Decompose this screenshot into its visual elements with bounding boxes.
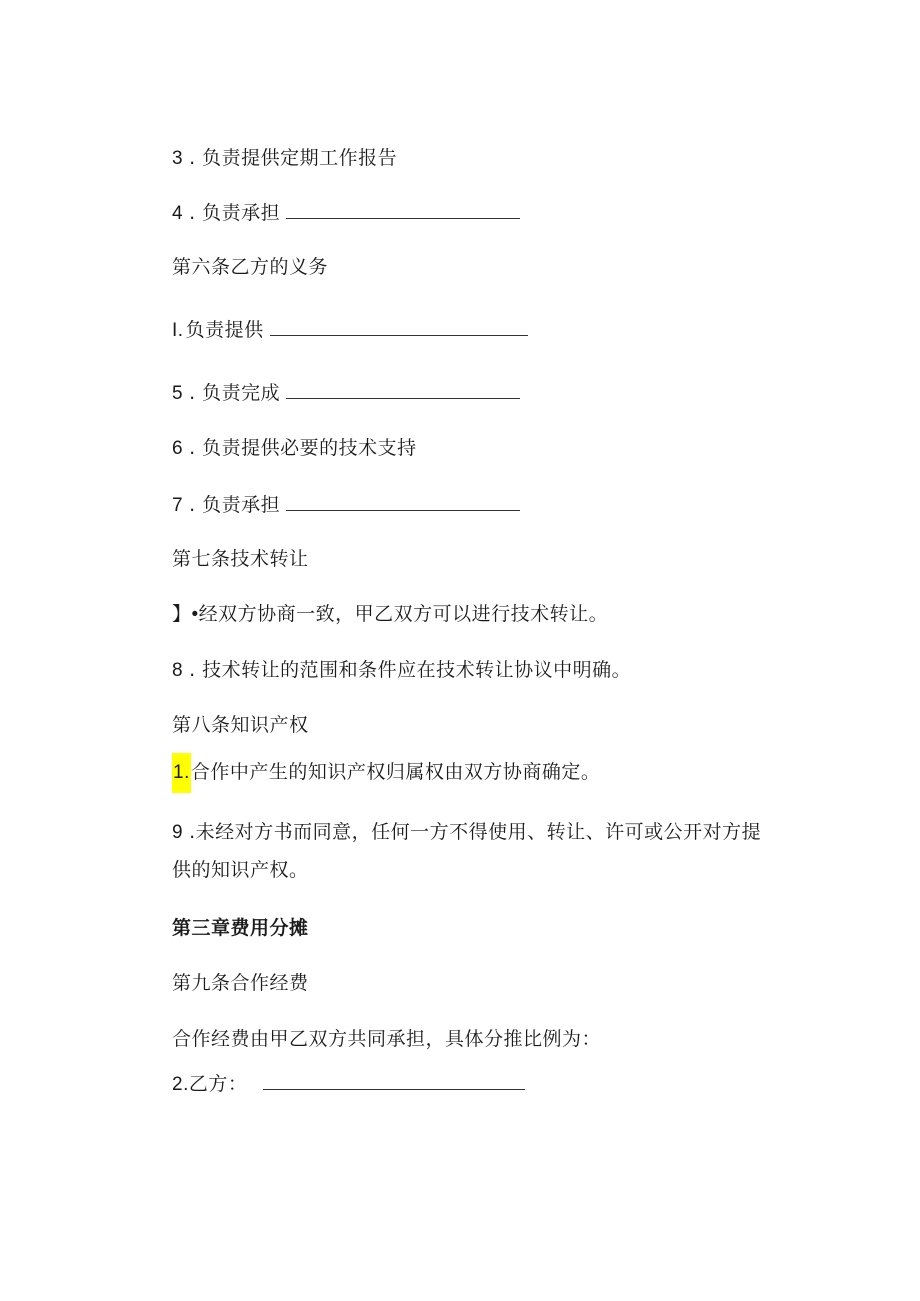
- item-text: 供的知识产权。: [172, 859, 309, 881]
- item-text: . 负责提供必要的技术支持: [189, 437, 417, 459]
- obligation-item-7: [172, 492, 520, 518]
- item-number: 】•: [172, 604, 199, 625]
- obligation-item-4: [172, 200, 520, 226]
- article-title: 第七条技术转让: [172, 548, 309, 570]
- obligation-item-6: [172, 436, 417, 461]
- obligation-item-3: [172, 146, 397, 171]
- ip-item-9: [172, 820, 761, 845]
- item-text: 合作中产生的知识产权归属权由双方协商确定。: [190, 761, 601, 783]
- item-number: 9: [172, 822, 184, 843]
- chapter-3-heading: [172, 916, 309, 940]
- transfer-item-1: [172, 602, 608, 627]
- obligation-item-I: [172, 317, 528, 343]
- item-number: I.: [172, 320, 184, 341]
- item-text: . 负责承担: [189, 202, 281, 224]
- item-number: 2.: [172, 1074, 189, 1095]
- item-number: 5: [172, 383, 184, 404]
- paragraph-text: 合作经费由甲乙双方共同承担，具体分推比例为：: [172, 1028, 602, 1050]
- cost-item-2: [172, 1071, 525, 1097]
- highlighted-item-number: 1.: [172, 753, 191, 793]
- item-text: . 技术转让的范围和条件应在技术转让协议中明确。: [189, 659, 632, 681]
- article-9-heading: [172, 971, 309, 995]
- fill-in-blank: [263, 1071, 525, 1090]
- item-text: 乙方：: [188, 1073, 248, 1095]
- item-text: . 负责完成: [189, 382, 281, 404]
- item-text: . 负责承担: [189, 494, 281, 516]
- chapter-title: 第三章费用分摊: [172, 917, 309, 939]
- article-title: 第八条知识产权: [172, 714, 309, 736]
- ip-item-1: [172, 752, 600, 793]
- item-number: 3: [172, 148, 184, 169]
- item-number: 7: [172, 495, 184, 516]
- fill-in-blank: [286, 380, 520, 399]
- obligation-item-5: [172, 380, 520, 406]
- item-number: 6: [172, 438, 184, 459]
- item-text: . 负责提供定期工作报告: [189, 147, 398, 169]
- fill-in-blank: [286, 492, 520, 511]
- item-text: .未经对方书而同意，任何一方不得使用、转让、许可或公开对方提: [189, 821, 762, 843]
- cost-sharing-paragraph: [172, 1027, 601, 1051]
- article-6-heading: [172, 255, 328, 279]
- article-title: 第九条合作经费: [172, 972, 309, 994]
- article-title: 第六条乙方的义务: [172, 256, 329, 278]
- fill-in-blank: [270, 317, 528, 336]
- item-text: 经双方协商一致，甲乙双方可以进行技术转让。: [198, 603, 609, 625]
- item-number: 8: [172, 660, 184, 681]
- article-7-heading: [172, 547, 309, 571]
- fill-in-blank: [286, 200, 520, 219]
- item-text: 负责提供: [185, 319, 264, 341]
- ip-item-9-continuation: [172, 858, 309, 882]
- item-number: 4: [172, 203, 184, 224]
- transfer-item-8: [172, 658, 631, 683]
- article-8-heading: [172, 713, 309, 737]
